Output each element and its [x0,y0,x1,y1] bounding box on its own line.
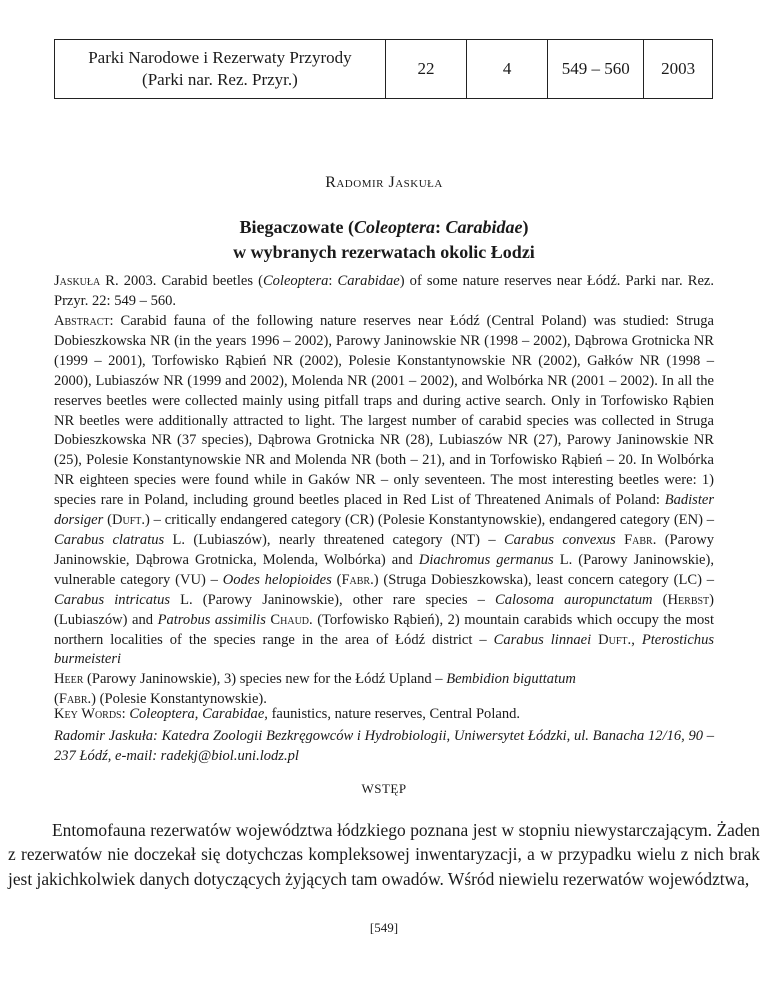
intro-paragraph: Entomofauna rezerwatów województwa łódzkiego poznana jest w stopniu niewystarczającym. Żaden z rezerwatów nie doczekał się dotychczas kompleksowej inwentaryzacji, a w przypadku wielu z nich brak jest jakichkolwiek danych dotyczących żyjących tam owadów. Wśród niewielu rezerwatów województwa, [8,820,760,889]
author-address: Radomir Jaskuła: Katedra Zoologii Bezkręgowców i Hydrobiologii, Uniwersytet Łódzki, ul. Banacha 12/16, 90 – 237 Łódź, e-mail: radekj@biol.uni.lodz.pl [54,728,714,764]
article-title: Biegaczowate (Coleoptera: Carabidae) w wybranych rezerwatach okolic Łodzi [233,217,535,262]
section-heading: WSTĘP [361,781,407,796]
article-title-line2: w wybranych rezerwatach okolic Łodzi [233,242,535,262]
abstract: Abstract: Carabid fauna of the following nature reserves near Łódź (Central Poland) was studied: Struga Dobieszkowska NR (in the years 1996 – 2002), Parowy Janinowskie NR (1998 – 2002), Dąbrowa Grotnicka NR (1999 – 2001), Torfowisko Rąbień NR (2002), Polesie Konstantynowskie NR (2002), Gałków NR (1998 – 2000), Lubiaszów NR (1999 and 2002), Molenda NR (2001 – 2002), and Wolbórka NR (2001 – 2002). In all the reserves beetles were collected mainly using pitfall traps and during active search. Only in Torfowisko Rąbien NR beetles were additionally attracted to light. The largest number of carabid species was collected in Struga Dobieszkowska NR (37 species), Dąbrowa Grotnicka NR (28), Lubiaszów NR (27), Parowy Janinowskie NR (25), Polesie Konstantynowskie NR and Molenda NR (both – 21), and in Torfowisko Rąbień – 20. In Wolbórka NR eighteen species were found while in Gaków NR – only seventeen. The most interesting beetles were: 1) species rare in Poland, including ground beetles placed in Red List of Threatened Animals of Poland: Badister dorsiger (Duft.) – critically endangered category (CR) (Polesie Konstantynowskie), endangered category (EN) – Carabus clatratus L. (Lubiaszów), nearly threatened category (NT) – Carabus convexus Fabr. (Parowy Janinowskie, Dąbrowa Grotnicka, Molenda, Wolbórka) and Diachromus germanus L. (Parowy Janinowskie), vulnerable category (VU) – Oodes helopioides (Fabr.) (Struga Dobieszkowska), least concern category (LC) – Carabus intricatus L. (Parowy Janinowskie), other rare species – Calosoma auropunctatum (Herbst) (Lubiaszów) and Patrobus assimilis Chaud. (Torfowisko Rąbień), 2) mountain carabids which occupy the most northern localities of the species range in the area of Łódź district – Carabus linnaei Duft., Pterostichus burmeisteri Heer (Parowy Janinowskie), 3) species new for the Łódź Upland – Bembidion biguttatum (Fabr.) (Polesie Konstantynowskie). [54,313,715,708]
year-cell: 2003 [644,40,713,99]
pages-cell: 549 – 560 [548,40,644,99]
journal-name: Parki Narodowe i Rezerwaty Przyrody [88,48,352,67]
journal-abbrev: (Parki nar. Rez. Przyr.) [142,70,298,89]
abstract-label: Abstract [54,313,110,329]
key-words-label: Key Words [54,706,122,722]
author-name: Radomir Jaskuła [325,174,443,191]
page-number: [549] [369,920,399,935]
volume-cell: 22 [385,40,466,99]
journal-header-table [54,39,713,99]
issue-cell: 4 [467,40,548,99]
journal-name-cell [55,40,386,99]
citation: Jaskuła R. 2003. Carabid beetles (Coleoptera: Carabidae) of some nature reserves near Łódź. Parki nar. Rez. Przyr. 22: 549 – 560. [54,273,714,309]
key-words: Key Words: Coleoptera, Carabidae, faunistics, nature reserves, Central Poland. [54,706,521,722]
